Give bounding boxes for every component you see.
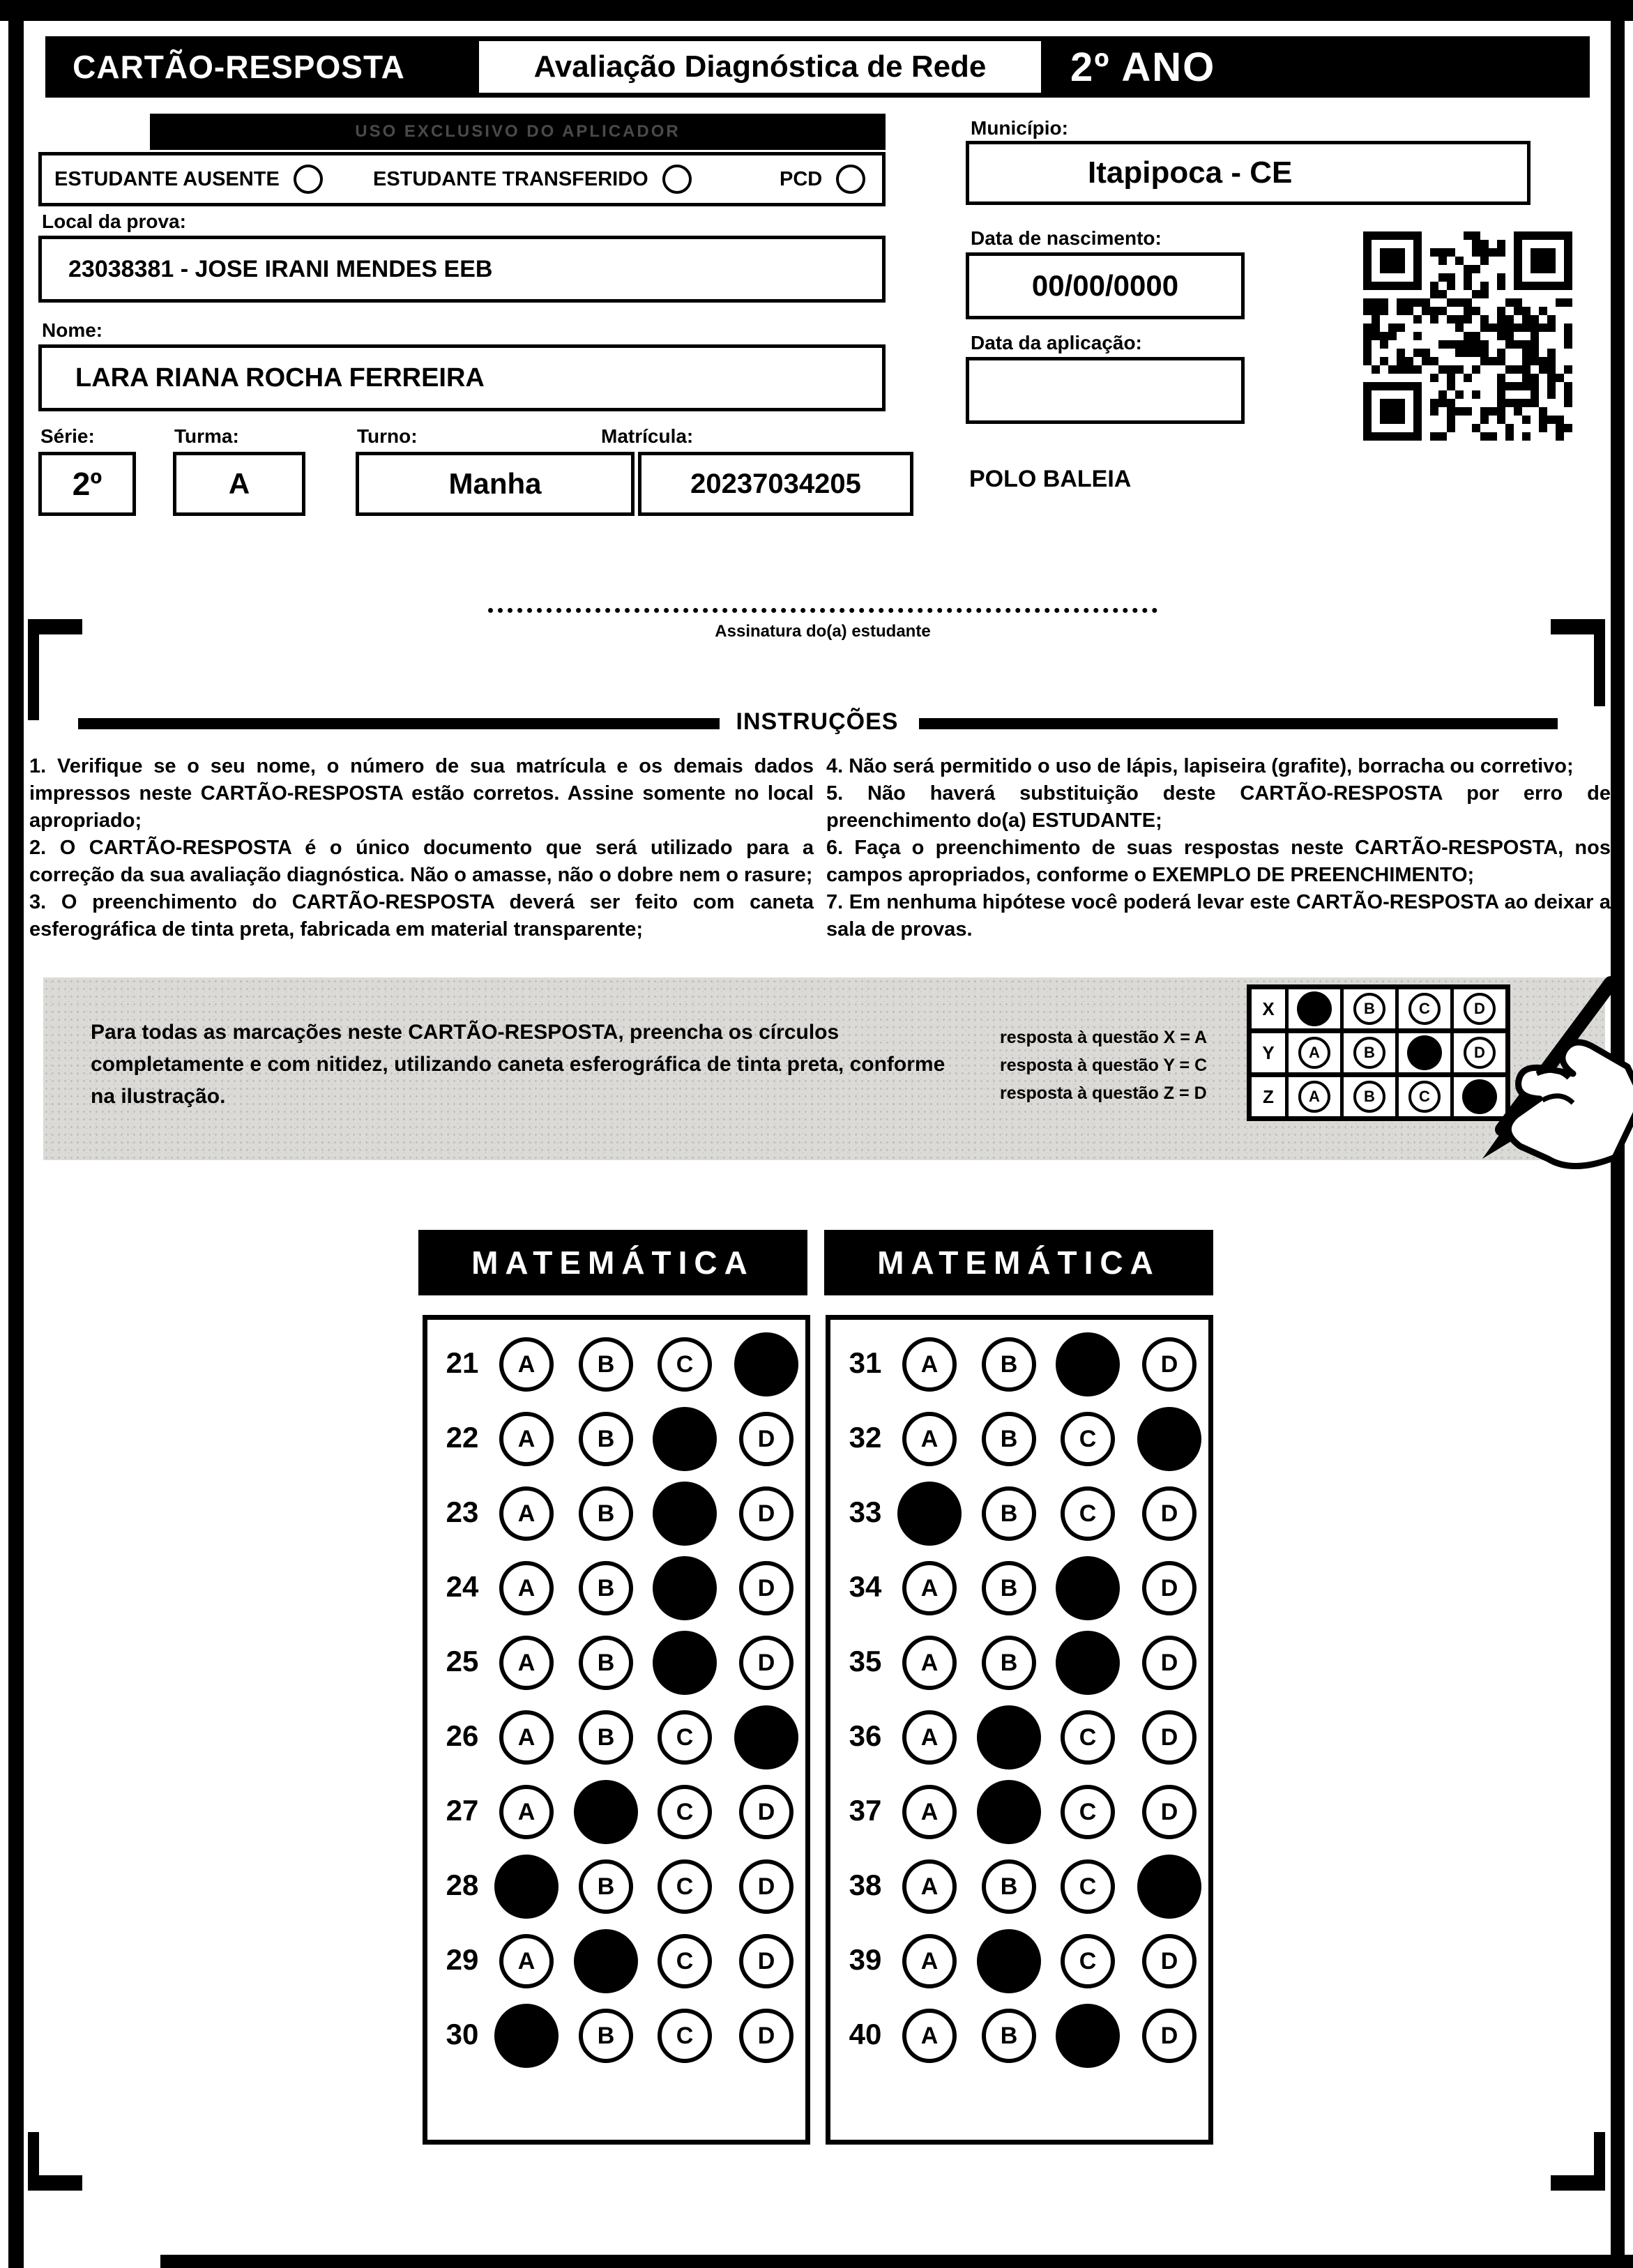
question-number: 34 xyxy=(849,1570,882,1603)
serie-field: 2º xyxy=(38,452,136,516)
answer-bubble-filled[interactable] xyxy=(977,1705,1041,1770)
question-number: 35 xyxy=(849,1645,882,1677)
instruction-item: 2. O CARTÃO-RESPOSTA é o único documento que será utilizado para a correção da sua avaliação diagnóstica. Não o amasse, não o dobre nem o rasure; xyxy=(29,837,814,886)
answer-bubble[interactable]: D xyxy=(1142,1710,1197,1765)
answer-bubble[interactable]: B xyxy=(579,1710,633,1765)
answer-bubble[interactable]: C xyxy=(1061,1710,1115,1765)
answer-bubble[interactable]: B xyxy=(579,1561,633,1615)
aplicacao-field xyxy=(966,357,1245,424)
answer-bubble[interactable]: A xyxy=(499,1337,554,1392)
answer-bubble[interactable]: B xyxy=(982,1636,1036,1690)
answer-bubble[interactable]: B xyxy=(579,2009,633,2063)
example-bubble[interactable]: A xyxy=(1298,1081,1330,1113)
subject-header-2: MATEMÁTICA xyxy=(824,1230,1213,1295)
question-number: 30 xyxy=(446,2018,479,2050)
status-pcd-circle[interactable] xyxy=(836,165,865,194)
matricula-field: 20237034205 xyxy=(638,452,913,516)
question-number: 22 xyxy=(446,1421,479,1454)
answer-bubble[interactable]: D xyxy=(739,1561,793,1615)
example-bubble[interactable]: C xyxy=(1408,1081,1441,1113)
status-pcd-label: PCD xyxy=(780,167,823,190)
assessment-title: Avaliação Diagnóstica de Rede xyxy=(479,41,1041,93)
answer-bubble[interactable]: A xyxy=(499,1785,554,1839)
answer-bubble[interactable]: A xyxy=(499,1636,554,1690)
answer-bubble[interactable]: B xyxy=(982,1337,1036,1392)
status-absent xyxy=(54,165,323,194)
answer-bubble[interactable]: C xyxy=(658,2009,712,2063)
answer-bubble[interactable]: D xyxy=(739,1636,793,1690)
signature-line[interactable] xyxy=(488,608,1157,613)
question-row xyxy=(427,1926,805,1996)
nome-field: LARA RIANA ROCHA FERREIRA xyxy=(38,344,886,411)
question-row xyxy=(830,2001,1208,2071)
example-bubble-filled[interactable] xyxy=(1297,991,1332,1026)
answer-bubble[interactable]: D xyxy=(1142,1934,1197,1988)
status-pcd xyxy=(780,165,865,194)
example-row-label: X xyxy=(1252,989,1289,1028)
answer-bubble-filled[interactable] xyxy=(977,1780,1041,1844)
example-row-label: Z xyxy=(1252,1077,1289,1116)
instructions-col-left xyxy=(29,753,814,943)
answer-bubble[interactable]: B xyxy=(982,1486,1036,1541)
answer-bubble[interactable]: D xyxy=(1142,1636,1197,1690)
instructions-rule-left xyxy=(78,718,720,729)
answer-bubble[interactable]: C xyxy=(658,1337,712,1392)
question-number: 37 xyxy=(849,1794,882,1827)
answer-bubble[interactable]: B xyxy=(579,1636,633,1690)
example-note-line: resposta à questão Y = C xyxy=(1000,1056,1208,1075)
nascimento-field: 00/00/0000 xyxy=(966,252,1245,319)
question-number: 36 xyxy=(849,1719,882,1752)
signature-label: Assinatura do(a) estudante xyxy=(715,622,931,641)
grade-label: 2º ANO xyxy=(1070,44,1216,90)
example-cell xyxy=(1344,989,1399,1028)
matricula-label: Matrícula: xyxy=(601,425,694,447)
answer-bubble[interactable]: A xyxy=(902,1785,957,1839)
status-transferred xyxy=(373,165,692,194)
example-bubble-filled[interactable] xyxy=(1407,1035,1442,1070)
corner-mark xyxy=(28,619,39,720)
answer-bubble[interactable]: B xyxy=(982,2009,1036,2063)
answer-bubble[interactable]: A xyxy=(499,1412,554,1466)
corner-mark xyxy=(1551,2175,1605,2191)
question-row xyxy=(427,1628,805,1698)
answer-bubble-filled[interactable] xyxy=(734,1705,798,1770)
answer-bubble-filled[interactable] xyxy=(574,1929,638,1993)
question-row xyxy=(830,1404,1208,1474)
example-bubble[interactable]: D xyxy=(1464,993,1496,1025)
question-number: 23 xyxy=(446,1495,479,1528)
example-cell xyxy=(1289,989,1344,1028)
question-row xyxy=(427,1777,805,1847)
answer-bubble-filled[interactable] xyxy=(574,1780,638,1844)
question-number: 26 xyxy=(446,1719,479,1752)
question-number: 25 xyxy=(446,1645,479,1677)
example-cell xyxy=(1289,1033,1344,1072)
answer-bubble[interactable]: C xyxy=(1061,1859,1115,1914)
question-row xyxy=(830,1926,1208,1996)
corner-mark xyxy=(1594,619,1605,706)
example-bubble[interactable]: D xyxy=(1464,1037,1496,1069)
instructions-title: INSTRUÇÕES xyxy=(725,708,909,736)
instructions-col-right xyxy=(826,753,1611,943)
answer-grid-0 xyxy=(423,1315,810,2145)
header-bar xyxy=(45,36,1590,98)
applicator-strip: USO EXCLUSIVO DO APLICADOR xyxy=(150,114,886,150)
answer-bubble[interactable]: D xyxy=(739,1412,793,1466)
question-number: 39 xyxy=(849,1943,882,1976)
answer-bubble[interactable]: B xyxy=(579,1337,633,1392)
answer-bubble[interactable]: C xyxy=(658,1934,712,1988)
status-absent-label: ESTUDANTE AUSENTE xyxy=(54,167,280,190)
answer-bubble-filled[interactable] xyxy=(653,1631,717,1695)
status-absent-circle[interactable] xyxy=(294,165,323,194)
subject-header-1: MATEMÁTICA xyxy=(418,1230,807,1295)
answer-bubble[interactable]: D xyxy=(739,1486,793,1541)
answer-bubble[interactable]: B xyxy=(982,1561,1036,1615)
instruction-item: 4. Não será permitido o uso de lápis, lapiseira (grafite), borracha ou corretivo; xyxy=(826,755,1574,777)
answer-bubble[interactable]: A xyxy=(902,1561,957,1615)
serie-label: Série: xyxy=(40,425,95,447)
local-label: Local da prova: xyxy=(42,211,186,232)
corner-mark xyxy=(28,2175,82,2191)
question-row xyxy=(427,1330,805,1399)
question-number: 32 xyxy=(849,1421,882,1454)
instructions-rule-right xyxy=(919,718,1558,729)
example-bubble[interactable]: B xyxy=(1353,1037,1385,1069)
answer-bubble[interactable]: C xyxy=(658,1859,712,1914)
answer-bubble[interactable]: D xyxy=(1142,2009,1197,2063)
nascimento-label: Data de nascimento: xyxy=(971,227,1162,249)
example-cell xyxy=(1344,1033,1399,1072)
answer-bubble[interactable]: C xyxy=(1061,1785,1115,1839)
answer-bubble[interactable]: B xyxy=(982,1859,1036,1914)
answer-bubble-filled[interactable] xyxy=(653,1407,717,1471)
question-row xyxy=(830,1777,1208,1847)
question-number: 40 xyxy=(849,2018,882,2050)
nome-label: Nome: xyxy=(42,319,103,341)
question-row xyxy=(427,1479,805,1548)
question-number: 27 xyxy=(446,1794,479,1827)
question-row xyxy=(427,2001,805,2071)
example-note-line: resposta à questão Z = D xyxy=(1000,1083,1207,1103)
example-bubble[interactable]: C xyxy=(1408,993,1441,1025)
instruction-item: 3. O preenchimento do CARTÃO-RESPOSTA deverá ser feito com caneta esferográfica de tinta preta, fabricada em material transparente; xyxy=(29,891,814,941)
answer-bubble[interactable]: A xyxy=(902,1859,957,1914)
hand-with-pen-icon xyxy=(1438,964,1633,1173)
answer-bubble[interactable]: D xyxy=(1142,1486,1197,1541)
question-row xyxy=(830,1479,1208,1548)
turno-field: Manha xyxy=(356,452,635,516)
answer-bubble[interactable]: A xyxy=(902,1934,957,1988)
answer-bubble-filled[interactable] xyxy=(1137,1407,1201,1471)
question-number: 29 xyxy=(446,1943,479,1976)
question-row xyxy=(830,1553,1208,1623)
answer-bubble-filled[interactable] xyxy=(494,1855,559,1919)
answer-bubble[interactable]: A xyxy=(499,1934,554,1988)
instruction-item: 6. Faça o preenchimento de suas respostas neste CARTÃO-RESPOSTA, nos campos apropriados, conforme o EXEMPLO DE PREENCHIMENTO; xyxy=(826,837,1611,886)
turno-label: Turno: xyxy=(357,425,418,447)
instruction-item: 1. Verifique se o seu nome, o número de sua matrícula e os demais dados impressos neste CARTÃO-RESPOSTA estão corretos. Assine somente no local apropriado; xyxy=(29,755,814,832)
question-number: 24 xyxy=(446,1570,479,1603)
answer-bubble[interactable]: D xyxy=(1142,1337,1197,1392)
example-bubble[interactable]: B xyxy=(1353,993,1385,1025)
question-row xyxy=(830,1703,1208,1772)
answer-bubble-filled[interactable] xyxy=(653,1556,717,1620)
answer-bubble[interactable]: A xyxy=(902,1636,957,1690)
example-cell xyxy=(1344,1077,1399,1116)
answer-bubble[interactable]: D xyxy=(739,1785,793,1839)
example-cell xyxy=(1289,1077,1344,1116)
answer-bubble[interactable]: A xyxy=(902,2009,957,2063)
question-row xyxy=(427,1404,805,1474)
answer-bubble[interactable]: C xyxy=(658,1710,712,1765)
question-number: 28 xyxy=(446,1869,479,1901)
municipio-field: Itapipoca - CE xyxy=(966,141,1531,205)
status-transferred-label: ESTUDANTE TRANSFERIDO xyxy=(373,167,648,190)
question-number: 38 xyxy=(849,1869,882,1901)
answer-bubble[interactable]: D xyxy=(739,1859,793,1914)
answer-bubble[interactable]: A xyxy=(499,1561,554,1615)
frame-left xyxy=(8,0,24,2268)
answer-bubble[interactable]: C xyxy=(658,1785,712,1839)
answer-bubble-filled[interactable] xyxy=(1137,1855,1201,1919)
question-row xyxy=(830,1330,1208,1399)
answer-bubble[interactable]: C xyxy=(1061,1934,1115,1988)
answer-bubble-filled[interactable] xyxy=(1056,1332,1120,1396)
example-bubble[interactable]: B xyxy=(1353,1081,1385,1113)
example-text: Para todas as marcações neste CARTÃO-RESPOSTA, preencha os círculos completamente e com nitidez, utilizando caneta esferográfica de tinta preta, conforme na ilustração. xyxy=(91,1021,945,1108)
question-row xyxy=(427,1553,805,1623)
answer-bubble-filled[interactable] xyxy=(1056,1631,1120,1695)
answer-bubble-filled[interactable] xyxy=(1056,2004,1120,2068)
answer-bubble[interactable]: B xyxy=(579,1859,633,1914)
local-field: 23038381 - JOSE IRANI MENDES EEB xyxy=(38,236,886,303)
answer-bubble[interactable]: A xyxy=(499,1710,554,1765)
polo-label: POLO BALEIA xyxy=(969,466,1132,492)
frame-bottom xyxy=(160,2255,1633,2268)
frame-top xyxy=(0,0,1633,21)
answer-bubble[interactable]: A xyxy=(499,1486,554,1541)
answer-bubble[interactable]: B xyxy=(579,1412,633,1466)
question-row xyxy=(427,1703,805,1772)
example-row-label: Y xyxy=(1252,1033,1289,1072)
answer-bubble[interactable]: A xyxy=(902,1412,957,1466)
qr-code xyxy=(1363,231,1572,441)
example-note-line: resposta à questão X = A xyxy=(1000,1028,1208,1047)
card-title: CARTÃO-RESPOSTA xyxy=(73,49,405,85)
instruction-item: 7. Em nenhuma hipótese você poderá levar este CARTÃO-RESPOSTA ao deixar a sala de provas. xyxy=(826,891,1611,941)
question-number: 31 xyxy=(849,1346,882,1379)
answer-bubble-filled[interactable] xyxy=(653,1482,717,1546)
turma-field: A xyxy=(173,452,305,516)
answer-bubble[interactable]: B xyxy=(579,1486,633,1541)
answer-bubble-filled[interactable] xyxy=(734,1332,798,1396)
answer-bubble[interactable]: A xyxy=(902,1337,957,1392)
answer-bubble[interactable]: D xyxy=(739,1934,793,1988)
answer-bubble-filled[interactable] xyxy=(494,2004,559,2068)
turma-label: Turma: xyxy=(174,425,239,447)
example-bubble[interactable]: A xyxy=(1298,1037,1330,1069)
status-transferred-circle[interactable] xyxy=(662,165,692,194)
fill-example-box xyxy=(43,977,1605,1160)
instruction-item: 5. Não haverá substituição deste CARTÃO-RESPOSTA por erro de preenchimento do(a) ESTUDANTE; xyxy=(826,782,1611,832)
question-row xyxy=(427,1852,805,1921)
answer-bubble[interactable]: C xyxy=(1061,1486,1115,1541)
answer-bubble-filled[interactable] xyxy=(977,1929,1041,1993)
question-number: 33 xyxy=(849,1495,882,1528)
answer-bubble[interactable]: C xyxy=(1061,1412,1115,1466)
aplicacao-label: Data da aplicação: xyxy=(971,332,1142,353)
question-row xyxy=(830,1628,1208,1698)
municipio-label: Município: xyxy=(971,117,1068,139)
answer-bubble-filled[interactable] xyxy=(897,1482,962,1546)
answer-bubble[interactable]: A xyxy=(902,1710,957,1765)
question-row xyxy=(830,1852,1208,1921)
example-notes xyxy=(1000,1023,1251,1107)
answer-grid-1 xyxy=(826,1315,1213,2145)
answer-bubble[interactable]: D xyxy=(739,2009,793,2063)
question-number: 21 xyxy=(446,1346,479,1379)
answer-bubble[interactable]: D xyxy=(1142,1785,1197,1839)
answer-bubble[interactable]: B xyxy=(982,1412,1036,1466)
answer-bubble[interactable]: D xyxy=(1142,1561,1197,1615)
answer-bubble-filled[interactable] xyxy=(1056,1556,1120,1620)
